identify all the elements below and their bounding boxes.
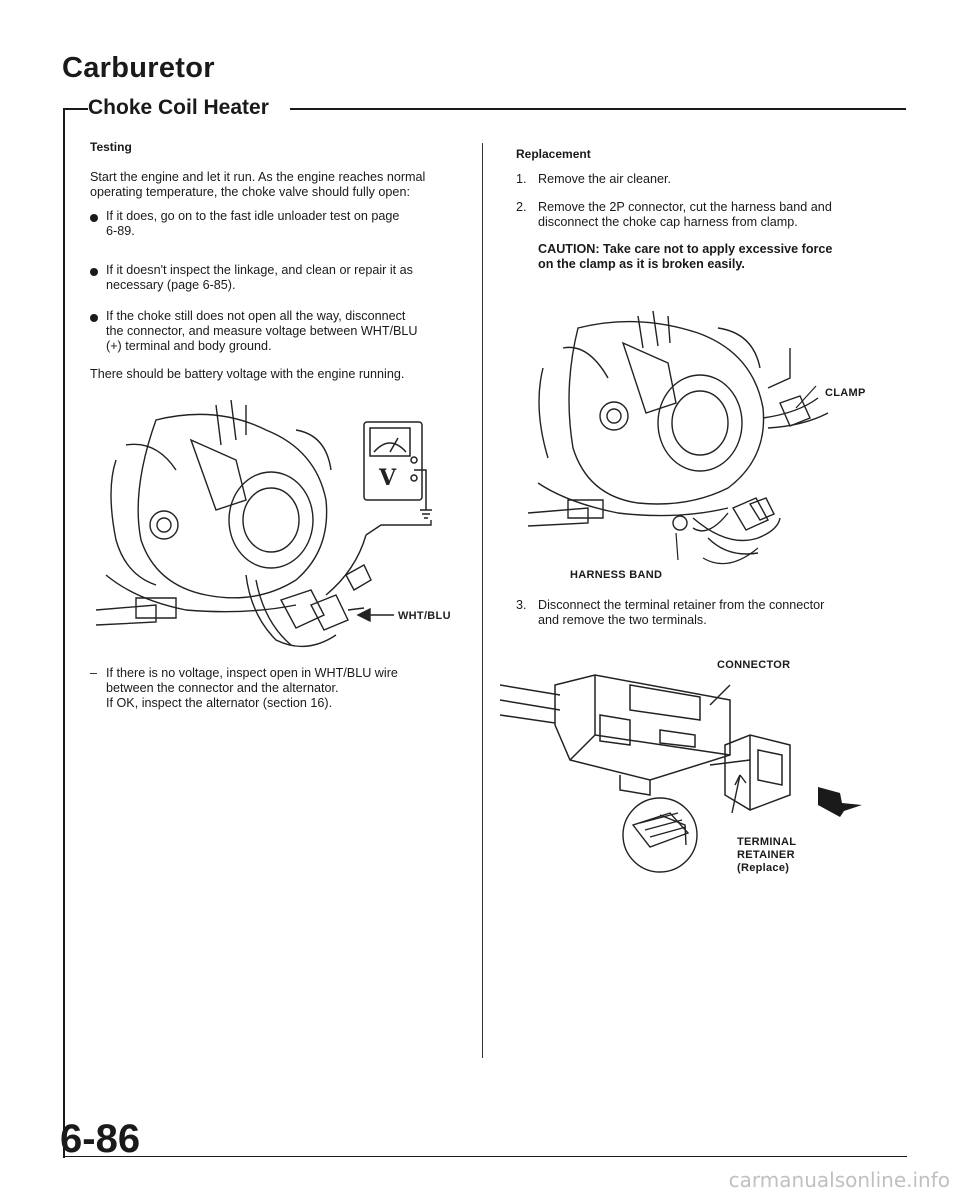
bullet-dot [90,214,98,222]
step-text [538,200,888,230]
bullet-line: If it does, go on to the fast idle unloader test on page [106,209,400,223]
step-line: and remove the two terminals. [538,613,707,627]
section-rule-left-stub [64,108,88,110]
retainer-line: TERMINAL [737,836,797,848]
step-number: 2. [516,200,527,214]
no-voltage-note [106,666,462,711]
note-line: between the connector and the alternator. [106,681,339,695]
bullet-line: necessary (page 6-85). [106,278,236,292]
retainer-line: (Replace) [737,862,790,874]
page-title: Carburetor [62,52,215,84]
clamp-harness-illustration [528,308,868,578]
testing-intro [90,170,462,200]
testing-heading: Testing [90,140,132,154]
battery-note: There should be battery voltage with the engine running. [90,367,405,381]
bullet-item [106,263,462,293]
terminal-retainer-callout [737,836,796,875]
testing-intro-line: operating temperature, the choke valve should fully open: [90,185,410,199]
step-number: 3. [516,598,527,612]
bullet-item [106,309,462,354]
connector-callout: CONNECTOR [717,659,791,671]
step-number: 1. [516,172,527,186]
connector-retainer-illustration [500,665,900,895]
section-rule-left-vertical [63,108,65,1158]
bullet-dot [90,268,98,276]
section-title: Choke Coil Heater [88,96,273,120]
note-line: If there is no voltage, inspect open in WHT/BLU wire [106,666,398,680]
footer-rule [63,1156,907,1157]
voltmeter-label: V [379,465,397,491]
step-line: Disconnect the terminal retainer from the connector [538,598,825,612]
watermark: carmanualsonline.info [728,1168,950,1192]
harness-band-callout: HARNESS BAND [570,569,663,581]
bullet-line: 6-89. [106,224,135,238]
step-text [538,598,888,628]
bullet-line: If the choke still does not open all the way, disconnect [106,309,406,323]
choke-heater-test-illustration [96,400,466,665]
bullet-dot [90,314,98,322]
step-text: Remove the air cleaner. [538,172,672,186]
caution-line: on the clamp as it is broken easily. [538,257,745,271]
section-rule-top [290,108,906,110]
bullet-line: (+) terminal and body ground. [106,339,272,353]
page-number: 6-86 [60,1117,141,1161]
column-divider [482,143,483,1058]
replacement-heading: Replacement [516,147,591,161]
step-line: disconnect the choke cap harness from clamp. [538,215,798,229]
wht-blu-callout: WHT/BLU [398,610,451,622]
clamp-callout: CLAMP [825,387,866,399]
bullet-item [106,209,462,239]
step-line: Remove the 2P connector, cut the harness band and [538,200,832,214]
caution-text [538,242,888,272]
bullet-line: the connector, and measure voltage between WHT/BLU [106,324,418,338]
retainer-line: RETAINER [737,849,795,861]
dash-mark: – [90,666,98,680]
note-line: If OK, inspect the alternator (section 16). [106,696,333,710]
bullet-line: If it doesn't inspect the linkage, and clean or repair it as [106,263,413,277]
caution-line: CAUTION: Take care not to apply excessive force [538,242,833,256]
testing-intro-line: Start the engine and let it run. As the engine reaches normal [90,170,426,184]
